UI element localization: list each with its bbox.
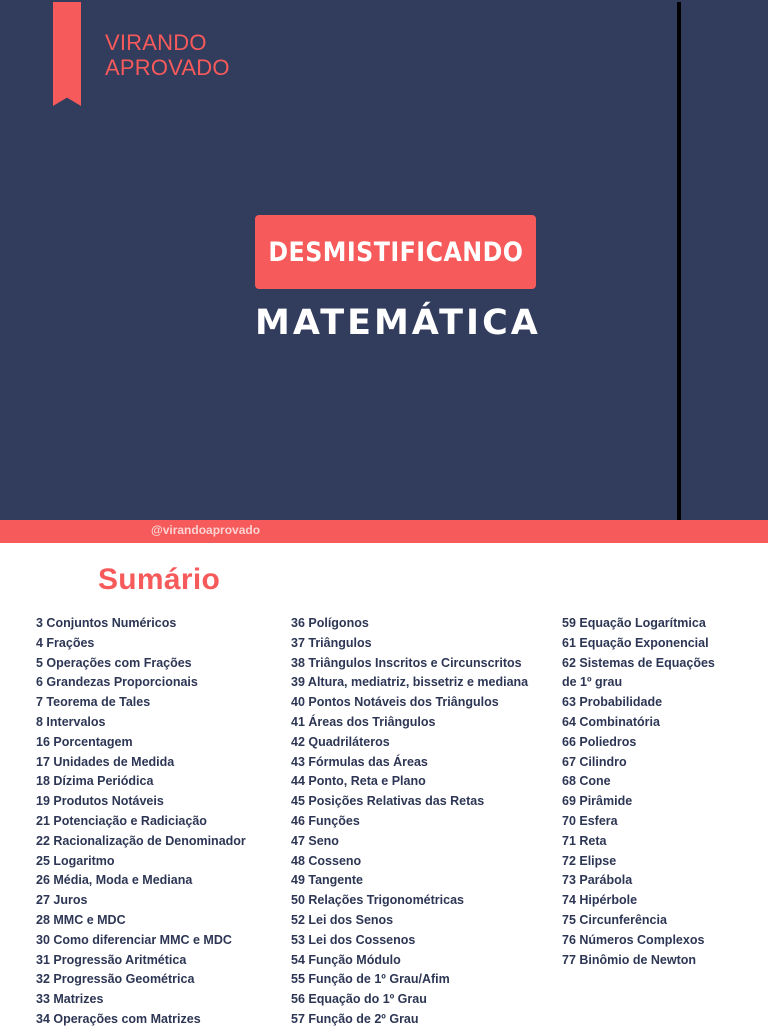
summary-item: 43 Fórmulas das Áreas (291, 754, 428, 769)
brand-line-1: VIRANDO (105, 30, 207, 55)
summary-item: 46 Funções (291, 813, 360, 828)
summary-item: 28 MMC e MDC (36, 912, 126, 927)
brand-logo (105, 30, 230, 80)
summary-item: 31 Progressão Aritmética (36, 952, 187, 967)
vertical-divider (677, 2, 681, 522)
summary-item: 18 Dízima Periódica (36, 774, 154, 789)
summary-item: 36 Polígonos (291, 616, 369, 630)
summary-item: 73 Parábola (562, 873, 633, 888)
summary-item: 22 Racionalização de Denominador (36, 833, 246, 848)
summary-item: 63 Probabilidade (562, 695, 663, 710)
summary-item: 77 Binômio de Newton (562, 952, 697, 967)
summary-item: 68 Cone (562, 774, 611, 789)
summary-item: 64 Combinatória (562, 714, 660, 729)
summary-item: 42 Quadriláteros (291, 734, 390, 749)
summary-item: 47 Seno (291, 833, 339, 848)
summary-item: 66 Poliedros (562, 734, 637, 749)
summary-item: 38 Triângulos Inscritos e Circunscritos (291, 655, 522, 670)
summary-item: 50 Relações Trigonométricas (291, 893, 464, 908)
summary-item: 8 Intervalos (36, 714, 106, 729)
summary-item: 70 Esfera (562, 813, 618, 828)
summary-item: 53 Lei dos Cossenos (291, 932, 416, 947)
summary-item: 40 Pontos Notáveis dos Triângulos (291, 695, 499, 710)
summary-item: 71 Reta (562, 833, 607, 848)
summary-item: 69 Pirâmide (562, 794, 633, 809)
summary-item: 5 Operações com Frações (36, 655, 192, 670)
bookmark-ribbon-icon (53, 2, 81, 106)
summary-item: 19 Produtos Notáveis (36, 794, 164, 809)
summary-item: 61 Equação Exponencial (562, 635, 709, 650)
summary-item: 25 Logaritmo (36, 853, 115, 868)
title-banner (255, 215, 536, 289)
summary-item: 27 Juros (36, 893, 88, 908)
summary-item: 16 Porcentagem (36, 734, 133, 749)
summary-item: 33 Matrizes (36, 992, 104, 1007)
handle-bar (0, 520, 768, 543)
summary-item: 67 Cilindro (562, 754, 627, 769)
summary-item: de 1º grau (562, 675, 623, 690)
summary-item: 44 Ponto, Reta e Plano (291, 774, 426, 789)
summary-item: 56 Equação do 1º Grau (291, 992, 427, 1007)
summary-item: 4 Frações (36, 635, 95, 650)
summary-item: 49 Tangente (291, 873, 364, 888)
summary-item: 17 Unidades de Medida (36, 754, 175, 769)
summary-item: 32 Progressão Geométrica (36, 972, 195, 987)
summary-column-1 (36, 614, 246, 1030)
summary-item: 75 Circunferência (562, 912, 667, 927)
brand-line-2: APROVADO (105, 55, 230, 80)
summary-item: 34 Operações com Matrizes (36, 1011, 201, 1026)
page-title: DESMISTIFICANDO (267, 236, 524, 268)
summary-item: 45 Posições Relativas das Retas (291, 794, 485, 809)
summary-item: 55 Função de 1º Grau/Afim (291, 972, 450, 987)
summary-item: 6 Grandezas Proporcionais (36, 675, 198, 690)
summary-item: 54 Função Módulo (291, 952, 401, 967)
social-handle: @virandoaprovado (151, 523, 261, 537)
summary-item: 62 Sistemas de Equações (562, 655, 715, 670)
summary-item: 41 Áreas dos Triângulos (291, 714, 436, 729)
summary-column-3 (562, 614, 715, 970)
summary-item: 3 Conjuntos Numéricos (36, 616, 177, 630)
summary-column-2 (291, 614, 528, 1030)
summary-item: 26 Média, Moda e Mediana (36, 873, 193, 888)
summary-heading: Sumário (98, 563, 221, 596)
summary-item: 30 Como diferenciar MMC e MDC (36, 932, 232, 947)
summary-item: 21 Potenciação e Radiciação (36, 813, 207, 828)
summary-item: 57 Função de 2º Grau (291, 1011, 419, 1026)
summary-item: 39 Altura, mediatriz, bissetriz e mediana (291, 675, 529, 690)
summary-item: 59 Equação Logarítmica (562, 616, 706, 630)
summary-item: 52 Lei dos Senos (291, 912, 394, 927)
summary-item: 48 Cosseno (291, 853, 362, 868)
summary-item: 74 Hipérbole (562, 893, 638, 908)
summary-item: 72 Elipse (562, 853, 617, 868)
summary-item: 76 Números Complexos (562, 932, 705, 947)
summary-item: 37 Triângulos (291, 635, 372, 650)
page-subtitle: MATEMÁTICA (255, 303, 541, 343)
summary-item: 7 Teorema de Tales (36, 695, 151, 710)
